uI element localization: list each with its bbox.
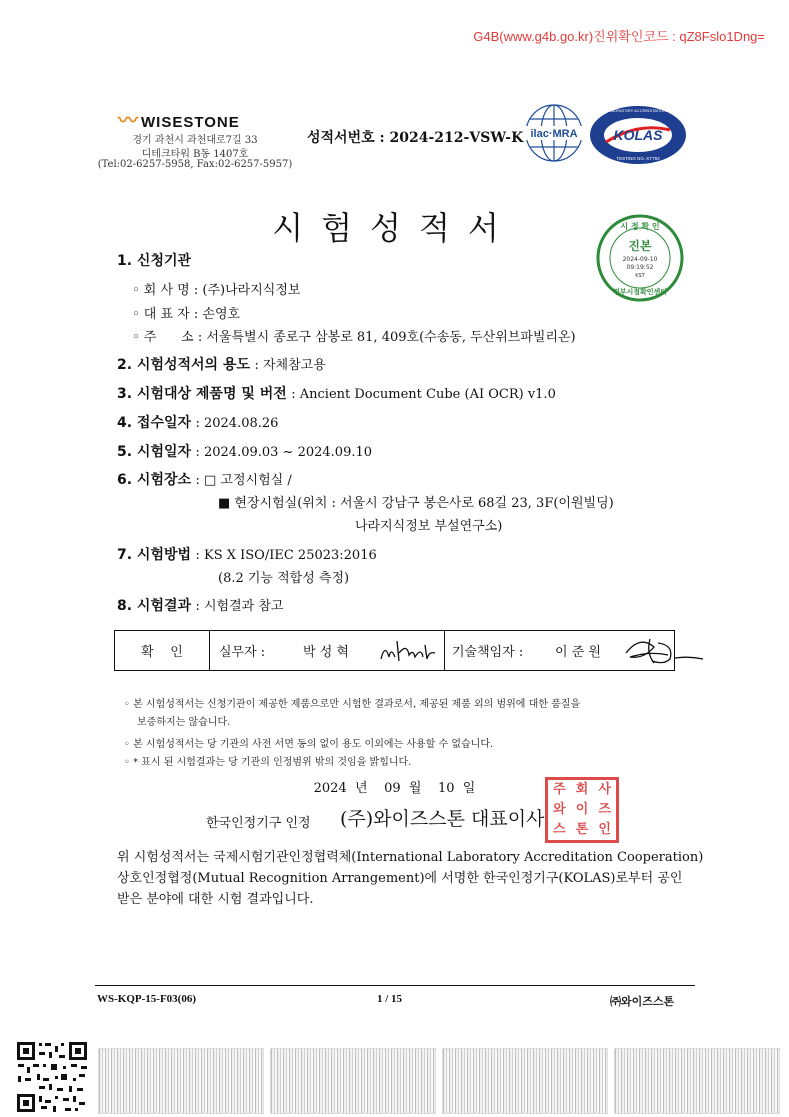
practitioner-name: 박 성 혁 bbox=[303, 645, 349, 660]
barcode-4 bbox=[614, 1048, 780, 1114]
ilac-mra-logo bbox=[523, 102, 585, 164]
wave-icon: 〰 bbox=[118, 110, 135, 132]
brand-name: WISESTONE bbox=[141, 114, 240, 131]
issuer-name: (주)와이즈스톤 대표이사 bbox=[340, 808, 545, 830]
seal-char: 스 bbox=[553, 822, 566, 837]
section-6-option-2: ■ 현장시험실(위치 : 서울시 강남구 봉은사로 68길 23, 3F(이원빌딩) bbox=[218, 496, 614, 511]
address-row bbox=[132, 326, 576, 345]
section-8-value: : 시험결과 참고 bbox=[195, 599, 284, 614]
note-3: ◦ * 표시 된 시험결과는 당 기관의 인정범위 밖의 것임을 밝힙니다. bbox=[124, 757, 412, 768]
company-label: ◦ 회 사 명 : bbox=[132, 283, 199, 298]
stamp-time: 09:19:52 bbox=[626, 264, 654, 271]
practitioner-label: 실무자 : bbox=[219, 645, 266, 660]
document-title: 시험성적서 bbox=[272, 209, 517, 247]
company-value: (주)나라지식정보 bbox=[202, 283, 301, 298]
issue-date: 2024 년 09 월 10 일 bbox=[313, 781, 476, 796]
kolas-testing-number: TESTING NO. KT793 bbox=[616, 156, 660, 161]
barcode-3 bbox=[442, 1048, 608, 1114]
section-6 bbox=[117, 469, 292, 489]
ceo-row bbox=[132, 303, 240, 322]
footer-divider bbox=[95, 985, 695, 986]
kolas-logo bbox=[588, 104, 688, 166]
stamp-date: 2024-09-10 bbox=[622, 256, 658, 263]
section-6-option-2-cont: 나라지식정보 부설연구소) bbox=[355, 519, 503, 534]
company-row bbox=[132, 279, 300, 298]
confirm-label: 확 인 bbox=[141, 645, 183, 660]
section-4 bbox=[117, 412, 278, 432]
section-7-value: : KS X ISO/IEC 25023:2016 bbox=[195, 548, 377, 563]
barcode-2 bbox=[270, 1048, 436, 1114]
ceo-value: 손영호 bbox=[202, 307, 241, 322]
section-4-value: : 2024.08.26 bbox=[195, 416, 279, 431]
accreditation-line-1: 위 시험성적서는 국제시험기관인정협력체(International Laboratory Accreditation Cooperation) bbox=[117, 850, 704, 865]
section-6-heading: 6. 시험장소 bbox=[117, 472, 192, 488]
address-label: ◦ 주 소 : bbox=[132, 330, 203, 345]
page-number: 1 / 15 bbox=[377, 993, 403, 1005]
section-7-heading: 7. 시험방법 bbox=[117, 547, 192, 563]
address-line-1: 경기 과천시 과천대로7길 33 bbox=[132, 135, 258, 146]
stamp-bottom-text: 정부시점확인센터 bbox=[612, 288, 668, 296]
kolas-text: KOLAS bbox=[613, 127, 663, 143]
accreditation-line-3: 받은 분야에 대한 시험 결과입니다. bbox=[117, 892, 314, 907]
section-3-heading: 3. 시험대상 제품명 및 버전 bbox=[117, 386, 287, 402]
section-2-value: : 자체참고용 bbox=[254, 358, 326, 373]
section-7 bbox=[117, 544, 377, 564]
verification-code: G4B(www.g4b.go.kr)진위확인코드 : qZ8Fslo1Dng= bbox=[473, 29, 765, 44]
tech-signature bbox=[620, 633, 676, 669]
section-5-heading: 5. 시험일자 bbox=[117, 444, 192, 460]
accreditation-line-2: 상호인정협정(Mutual Recognition Arrangement)에 서명한 한국인정기구(KOLAS)로부터 공인 bbox=[117, 871, 683, 886]
confirm-divider-2 bbox=[444, 631, 445, 670]
stamp-center-text: 진본 bbox=[628, 239, 652, 253]
issuer-prefix: 한국인정기구 인정 bbox=[206, 816, 311, 831]
seal-char: 와 bbox=[553, 802, 566, 817]
verification-stamp bbox=[596, 214, 684, 302]
qr-code bbox=[15, 1040, 89, 1114]
section-3-value: : Ancient Document Cube (AI OCR) v1.0 bbox=[291, 387, 556, 402]
kolas-ring-text: KOREA LABORATORY ACCREDITATION SCHEME bbox=[591, 108, 685, 113]
practitioner-signature bbox=[377, 637, 437, 667]
section-7-value-cont: (8.2 기능 적합성 측정) bbox=[218, 571, 350, 586]
address-value: 서울특별시 종로구 삼봉로 81, 409호(수송동, 두산위브파빌리온) bbox=[206, 330, 576, 345]
stamp-top-text: 시 정 확 인 bbox=[620, 222, 660, 231]
section-5 bbox=[117, 441, 372, 461]
seal-char: 회 bbox=[575, 782, 589, 797]
corporate-seal bbox=[545, 777, 619, 843]
stamp-code: KST bbox=[635, 273, 645, 279]
seal-char: 인 bbox=[598, 822, 611, 837]
ilac-mra-text: ilac·MRA bbox=[530, 128, 578, 140]
confirm-divider-1 bbox=[209, 631, 210, 670]
tech-signature-tail bbox=[675, 654, 705, 664]
confirmation-table bbox=[114, 630, 675, 671]
barcode-1 bbox=[98, 1048, 264, 1114]
section-3 bbox=[117, 383, 556, 403]
company-logo bbox=[118, 104, 240, 133]
certificate-number: 성적서번호 : 2024-212-VSW-K bbox=[307, 130, 524, 146]
note-2: ◦ 본 시험성적서는 당 기관의 사전 서면 동의 없이 용도 이외에는 사용할 수 없습니다. bbox=[124, 739, 494, 750]
address-line-2: 디테크타워 B동 1407호 bbox=[141, 149, 249, 160]
tech-label: 기술책임자 : bbox=[452, 645, 524, 660]
section-2 bbox=[117, 354, 326, 374]
seal-char: 사 bbox=[598, 782, 611, 797]
seal-char: 즈 bbox=[598, 802, 611, 817]
seal-char: 주 bbox=[553, 782, 566, 797]
ceo-label: ◦ 대 표 자 : bbox=[132, 307, 199, 322]
address-line-3: (Tel:02-6257-5958, Fax:02-6257-5957) bbox=[97, 159, 293, 170]
footer-company: ㈜와이즈스톤 bbox=[610, 995, 675, 1008]
section-8 bbox=[117, 595, 283, 615]
section-2-heading: 2. 시험성적서의 용도 bbox=[117, 357, 250, 373]
section-8-heading: 8. 시험결과 bbox=[117, 598, 192, 614]
note-1-cont: 보증하지는 않습니다. bbox=[137, 717, 231, 728]
seal-char: 이 bbox=[575, 802, 589, 817]
section-4-heading: 4. 접수일자 bbox=[117, 415, 192, 431]
section-6-option-1: : □ 고정시험실 / bbox=[195, 473, 292, 488]
seal-char: 톤 bbox=[575, 822, 589, 837]
form-code: WS-KQP-15-F03(06) bbox=[97, 993, 196, 1005]
section-5-value: : 2024.09.03 ~ 2024.09.10 bbox=[195, 445, 373, 460]
tech-name: 이 준 원 bbox=[555, 645, 601, 660]
note-1: ◦ 본 시험성적서는 신청기관이 제공한 제품으로만 시험한 결과로서, 제공된 제품 외의 범위에 대한 품질을 bbox=[124, 699, 581, 710]
section-1-heading: 1. 신청기관 bbox=[117, 253, 192, 269]
